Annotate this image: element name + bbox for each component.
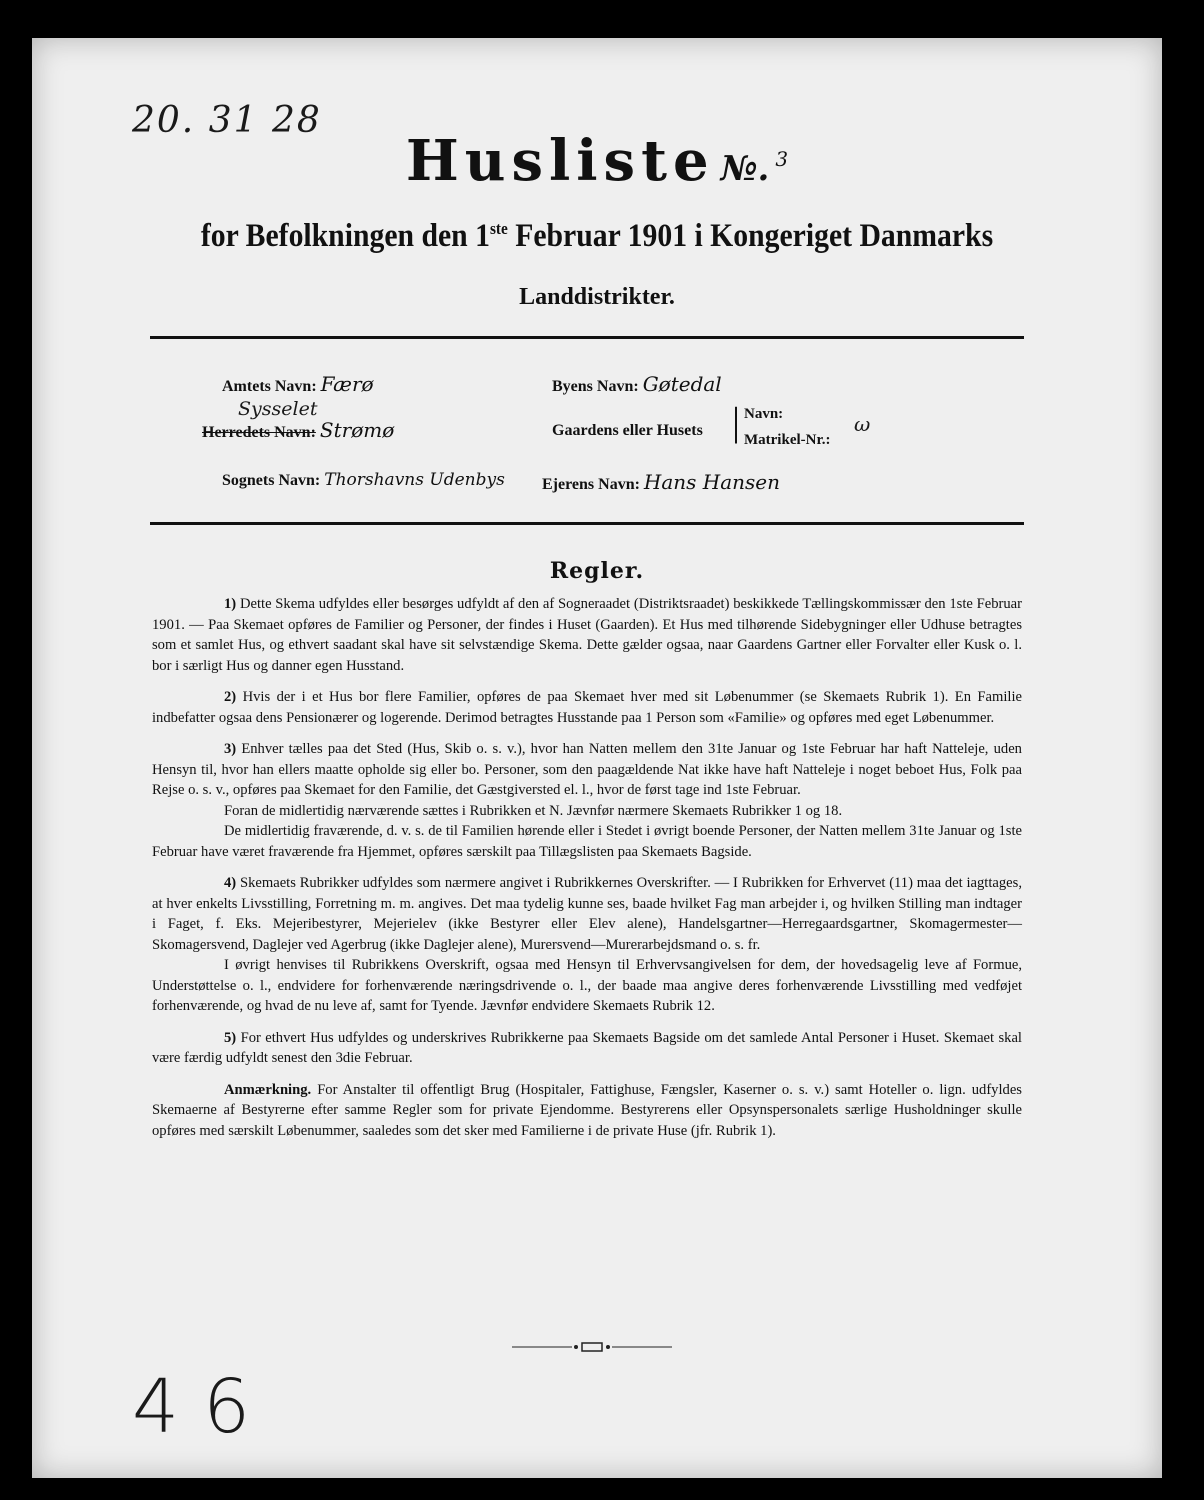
herred-field xyxy=(202,418,394,442)
rule-5-number: 5) xyxy=(224,1029,237,1046)
by-value: Gøtedal xyxy=(642,372,722,396)
by-label: Byens Navn: xyxy=(552,378,639,395)
sogn-label: Sognets Navn: xyxy=(222,472,321,489)
rule-1 xyxy=(152,594,1022,676)
district-label: Landdistrikter. xyxy=(519,284,675,310)
margin-note-bottom: 46 xyxy=(132,1364,275,1450)
by-field xyxy=(552,372,722,396)
annotation-text: For Anstalter til offentligt Brug (Hospitaler, Fattighuse, Fængsler, Kaserner o. s. v.) samt Hoteller o. lign. udfyldes Skemaerne af Bestyrerne efter samme Regler som for private Ejendomme. Bestyrerens eller Opsynspersonalets særlige Husholdninger skulle opføres med særskilt Løbenummer, saaledes som det sker med Familierne i de private Huse (jfr. Rubrik 1). xyxy=(152,1081,1022,1139)
rule-5-text: For ethvert Hus udfyldes og underskrives Rubrikkerne paa Skemaets Bagside om det samlede Antal Personer i Huset. Skemaet skal være færdig udfyldt senest den 3die Februar. xyxy=(152,1029,1022,1066)
rule-2 xyxy=(152,687,1022,728)
sogn-field xyxy=(222,470,505,490)
amt-field xyxy=(222,372,374,396)
herred-value: Strømø xyxy=(319,418,395,442)
rule-2-text: Hvis der i et Hus bor flere Familier, opføres de paa Skemaet hver med sit Løbenummer (se Skemaets Rubrik 1). En Familie indbefatter ogsaa dens Pensionærer og logerende. Derimod betragtes Husstande paa 1 Person som «Familie» og opføres med eget Løbenummer. xyxy=(152,689,1022,726)
form-subtitle xyxy=(89,218,1106,255)
ejer-field xyxy=(542,470,780,494)
navn-label: Navn: xyxy=(744,406,784,422)
rule-2-number: 2) xyxy=(224,689,237,705)
annotation-label: Anmærkning. xyxy=(224,1081,312,1098)
subtitle-sup: ste xyxy=(489,219,508,238)
gaard-brace: | xyxy=(732,399,741,444)
rule-3 xyxy=(152,739,1022,801)
rule-4 xyxy=(152,873,1022,955)
top-divider xyxy=(150,336,1024,339)
gaard-field xyxy=(552,422,703,440)
ornament-divider xyxy=(512,1340,672,1354)
herred-label: Herredets Navn: xyxy=(202,424,316,441)
rule-1-text: Dette Skema udfyldes eller besørges udfyldt af den af Sogneraadet (Distriktsraadet) beskikkede Tællingskommissær den 1ste Februar 1901. — Paa Skemaet opføres de Familier og Personer, der findes i Huset (Gaarden). Et Hus med tilhørende Sidebygninger eller Udhuse betragtes som et samlet Hus, og ethvert saadant skal have sit selvstændige Skema. Dette gælder ogsaa, naar Gaardens Gartner eller Forvalter eller Kusk o. l. bor i særligt Hus og danner egen Husstand. xyxy=(152,596,1022,674)
subtitle-part-1: for Befolkningen den 1 xyxy=(200,218,490,254)
herred-correction: Sysselet xyxy=(238,398,318,420)
rule-4b: I øvrigt henvises til Rubrikkens Overskrift, ogsaa med Hensyn til Erhvervsangivelsen for dem, der hovedsagelig leve af Formue, Understøttelse o. l., endvidere for forhenværende næringsdrivende o. l., der baade maa angive deres forhenværende Livsstilling med vedføjet forhenværende, og hvad de nu leve af, samt for Tyende. Jævnfør endvidere Skemaets Rubrik 12. xyxy=(152,957,1022,1014)
rules-heading: Regler. xyxy=(549,558,645,584)
matrikel-value: ω xyxy=(854,412,871,436)
title-text: Husliste xyxy=(405,128,715,194)
annotation xyxy=(152,1080,1022,1142)
rule-3-text: Enhver tælles paa det Sted (Hus, Skib o. s. v.), hvor han Natten mellem den 31te Januar og 1ste Februar har haft Natteleje, uden Hensyn til, hvor han ellers maatte opholde sig eller bo. Personer, som den paagældende Nat ikke have haft Natteleje i noget beboet Hus, Folk paa Rejse o. s. v., opføres paa Skemaet for den Familie, det Gæstgiversted el. l., hvor de først tage ind 1ste Februar. xyxy=(152,741,1022,798)
rules-body xyxy=(152,594,1022,1152)
form-title xyxy=(32,128,1162,194)
list-number: 3 xyxy=(775,147,789,171)
rule-4-text: Skemaets Rubrikker udfyldes som nærmere angivet i Rubrikkernes Overskrifter. — I Rubrikken for Erhvervet (11) maa det iagttages, at hver enkelts Livsstilling, Forretning m. m. angives. Det maa tydelig kunne ses, baade hvilket Fag man arbejder i, og hvilken Stilling man indtager i Faget, f. Eks. Mejeribestyrer, Mejerielev (ikke Bestyrer eller Elev alene), Handelsgartner—Herregaardsgartner, Skomagermester—Skomagersvend, Daglejer ved Agerbrug (ikke Daglejer alene), Murersvend—Murerarbejdsmand o. s. fr. xyxy=(152,875,1022,953)
rule-3-number: 3) xyxy=(224,741,237,757)
ejer-value: Hans Hansen xyxy=(643,470,781,494)
rule-1-number: 1) xyxy=(224,596,237,612)
rule-3b: Foran de midlertidig nærværende sættes i Rubrikken et N. Jævnfør nærmere Skemaets Rubrikker 1 og 18. xyxy=(224,802,843,819)
rule-4-number: 4) xyxy=(224,875,237,891)
amt-value: Færø xyxy=(320,372,374,396)
ejer-label: Ejerens Navn: xyxy=(542,476,640,493)
census-form-page xyxy=(32,38,1162,1478)
margin-note-top: 20. 31 28 xyxy=(132,100,322,141)
bottom-divider xyxy=(150,522,1024,525)
amt-label: Amtets Navn: xyxy=(222,378,317,395)
rule-5 xyxy=(152,1028,1022,1069)
number-sign: №. xyxy=(720,149,770,189)
matrikel-label: Matrikel-Nr.: xyxy=(744,432,831,448)
gaard-label: Gaardens eller Husets xyxy=(552,422,703,439)
sogn-value: Thorshavns Udenbys xyxy=(324,470,505,490)
rule-3c: De midlertidig fraværende, d. v. s. de til Familien hørende eller i Stedet i øvrigt boende Personer, der Natten mellem 31te Januar og 1ste Februar have været fraværende fra Hjemmet, opføres særskilt paa Tillægslisten paa Skemaets Bagside. xyxy=(152,823,1022,860)
subtitle-part-2: Februar 1901 i Kongeriget Danmarks xyxy=(507,218,994,254)
